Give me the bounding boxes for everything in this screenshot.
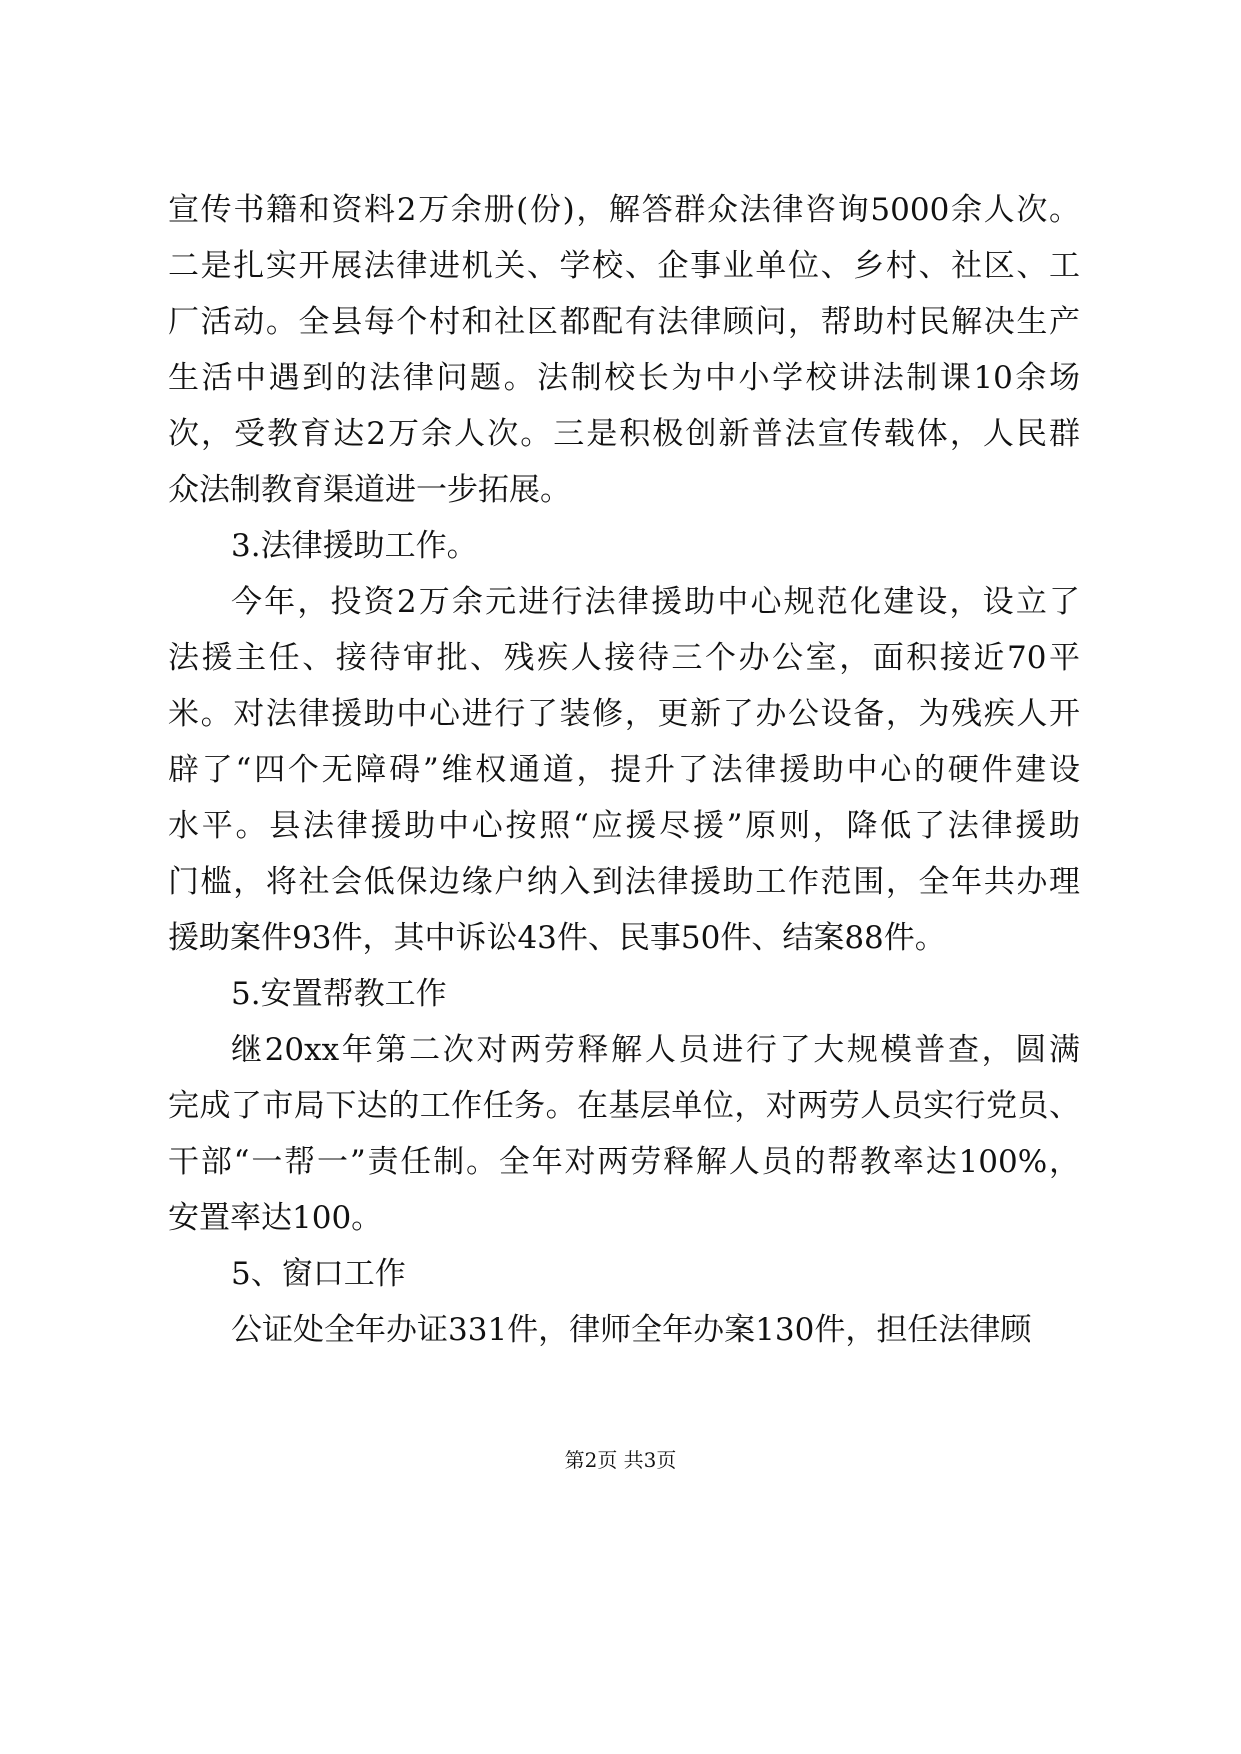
section-heading: 5、窗口工作 bbox=[231, 1256, 406, 1292]
text-line: 干部“一帮一”责任制。全年对两劳释解人员的帮教率达100%， bbox=[168, 1144, 1080, 1180]
page-footer: 第2页 共3页 bbox=[564, 1448, 677, 1472]
text-line: 水平。县法律援助中心按照“应援尽援”原则，降低了法律援助 bbox=[168, 808, 1080, 844]
text-line: 辟了“四个无障碍”维权通道，提升了法律援助中心的硬件建设 bbox=[168, 752, 1080, 788]
text-line: 完成了市局下达的工作任务。在基层单位，对两劳人员实行党员、 bbox=[168, 1088, 1080, 1124]
text-line: 安置率达100。 bbox=[168, 1200, 383, 1236]
text-line: 今年，投资2万余元进行法律援助中心规范化建设，设立了 bbox=[231, 584, 1080, 620]
text-line: 厂活动。全县每个村和社区都配有法律顾问，帮助村民解决生产 bbox=[168, 304, 1080, 340]
text-line: 二是扎实开展法律进机关、学校、企事业单位、乡村、社区、工 bbox=[168, 248, 1080, 284]
section-heading: 3.法律援助工作。 bbox=[231, 528, 478, 564]
text-line: 法援主任、接待审批、残疾人接待三个办公室，面积接近70平 bbox=[168, 640, 1080, 676]
section-heading: 5.安置帮教工作 bbox=[231, 976, 447, 1012]
text-line: 公证处全年办证331件，律师全年办案130件，担任法律顾 bbox=[231, 1312, 1032, 1348]
text-line: 援助案件93件，其中诉讼43件、民事50件、结案88件。 bbox=[168, 920, 946, 956]
text-line: 生活中遇到的法律问题。法制校长为中小学校讲法制课10余场 bbox=[168, 360, 1080, 396]
text-line: 门槛，将社会低保边缘户纳入到法律援助工作范围，全年共办理 bbox=[168, 864, 1080, 900]
text-line: 继20xx年第二次对两劳释解人员进行了大规模普查，圆满 bbox=[231, 1032, 1080, 1068]
text-line: 宣传书籍和资料2万余册(份)，解答群众法律咨询5000余人次。 bbox=[168, 192, 1080, 228]
text-line: 次，受教育达2万余人次。三是积极创新普法宣传载体，人民群 bbox=[168, 416, 1080, 452]
text-line: 米。对法律援助中心进行了装修，更新了办公设备，为残疾人开 bbox=[168, 696, 1080, 732]
text-line: 众法制教育渠道进一步拓展。 bbox=[168, 472, 571, 508]
